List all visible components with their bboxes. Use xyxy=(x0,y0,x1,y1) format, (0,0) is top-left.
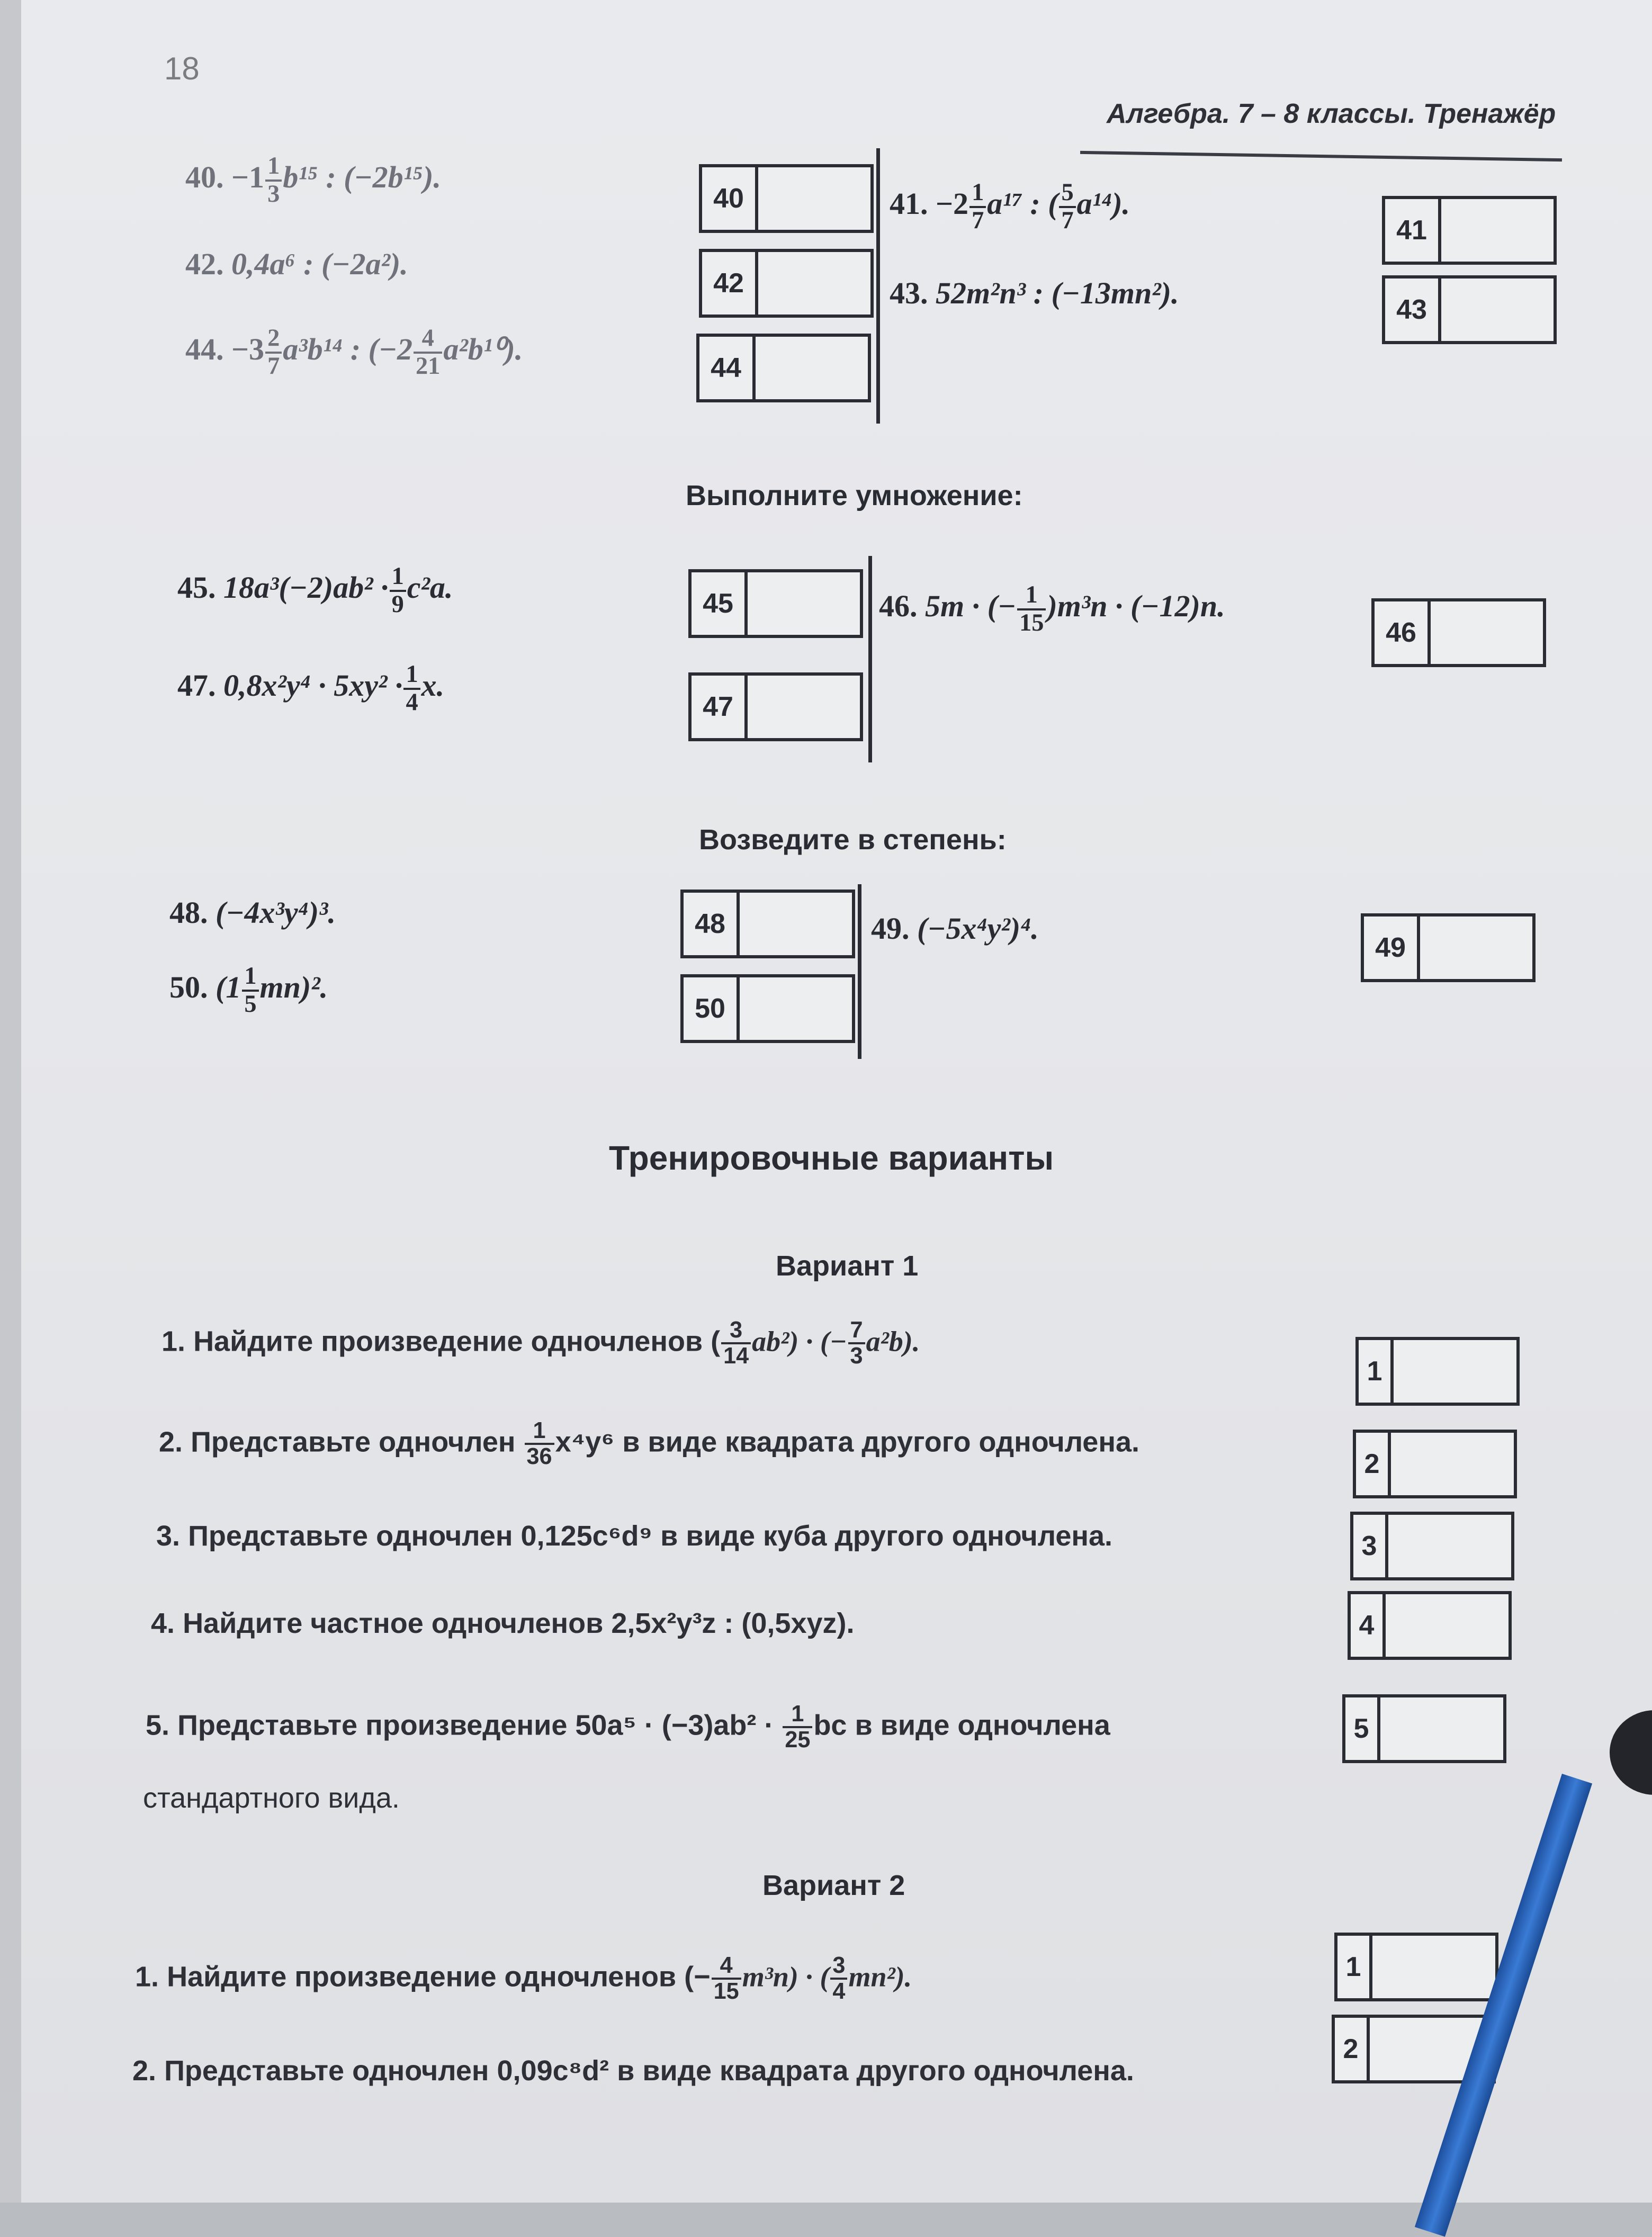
variant1-task-4: 4. Найдите частное одночленов 2,5x²y³z : (0,5xyz). xyxy=(151,1607,855,1639)
section-power-heading: Возведите в степень: xyxy=(699,824,1007,856)
section-multiply-heading: Выполните умножение: xyxy=(686,480,1023,511)
variant1-task-2: 2. Представьте одночлен $\frac{1}{36}$ x⁴y⁶ в виде квадрата другого одночлена. xyxy=(159,1418,1139,1470)
answer-box-44[interactable]: 44 xyxy=(696,334,871,402)
variant1-task-1: 1. Найдите произведение одночленов ( $\frac{3}{14}$ ab²) · (− $\frac{7}{3}$ a²b). xyxy=(161,1317,920,1369)
variant1-answer-box-5[interactable]: 5 xyxy=(1342,1694,1506,1763)
column-divider-3 xyxy=(858,884,861,1059)
answer-box-50[interactable]: 50 xyxy=(680,974,855,1043)
running-header: Алгебра. 7 – 8 классы. Тренажёр xyxy=(1107,98,1556,129)
column-divider xyxy=(876,148,880,424)
problem-43: 43. 52m²n³ : (−13mn²). xyxy=(890,276,1179,310)
answer-box-46[interactable]: 46 xyxy=(1371,598,1546,667)
variant2-answer-box-1[interactable]: 1 xyxy=(1334,1933,1498,2001)
variant1-task-5-line2: стандартного вида. xyxy=(143,1782,400,1814)
variant2-task-2: 2. Представьте одночлен 0,09c⁸d² в виде квадрата другого одночлена. xyxy=(132,2055,1134,2087)
variant1-task-5: 5. Представьте произведение 50a⁵ · (−3)ab² · $\frac{1}{25}$ bc в виде одночлена xyxy=(146,1701,1110,1753)
problem-45: 45. 18a³(−2)ab² · $\frac{1}{9}$ c²a. xyxy=(177,563,453,618)
variant2-answer-box-2[interactable]: 2 xyxy=(1332,2015,1496,2083)
answer-box-45[interactable]: 45 xyxy=(688,569,863,638)
variant1-task-3: 3. Представьте одночлен 0,125c⁶d⁹ в виде куба другого одночлена. xyxy=(156,1520,1113,1552)
adjacent-page-edge xyxy=(0,0,21,2203)
variant2-task-1: 1. Найдите произведение одночленов (− $\frac{4}{15}$ m³n) · ( $\frac{3}{4}$ mn²). xyxy=(135,1953,912,2005)
page-number: 18 xyxy=(164,51,200,86)
problem-42: 42. 0,4a⁶ : (−2a²). xyxy=(185,247,408,281)
problem-46: 46. 5m · (− $\frac{1}{15}$ )m³n · (−12)n. xyxy=(879,581,1225,636)
variant1-answer-box-2[interactable]: 2 xyxy=(1353,1430,1517,1498)
problem-47: 47. 0,8x²y⁴ · 5xy² · $\frac{1}{4}$ x. xyxy=(177,661,445,716)
column-divider-2 xyxy=(868,556,872,762)
answer-box-47[interactable]: 47 xyxy=(688,672,863,741)
problem-49: 49. (−5x⁴y²)⁴. xyxy=(871,911,1039,946)
problem-48: 48. (−4x³y⁴)³. xyxy=(169,895,336,930)
problem-50: 50. (1 $\frac{1}{5}$ mn)². xyxy=(169,963,328,1018)
variant2-title: Вариант 2 xyxy=(762,1870,905,1901)
answer-box-41[interactable]: 41 xyxy=(1382,196,1557,265)
answer-box-43[interactable]: 43 xyxy=(1382,275,1557,344)
answer-box-49[interactable]: 49 xyxy=(1361,913,1536,982)
problem-44: 44. −3 $\frac{2}{7}$ a³b¹⁴ : (−2 $\frac{4}{21}$ a²b¹⁰). xyxy=(185,325,523,380)
problem-40: 40. −1 $\frac{1}{3}$ b¹⁵ : (−2b¹⁵). xyxy=(185,152,441,208)
variant1-answer-box-3[interactable]: 3 xyxy=(1350,1512,1514,1580)
section-training-heading: Тренировочные варианты xyxy=(609,1139,1054,1177)
variant1-title: Вариант 1 xyxy=(776,1250,919,1282)
problem-41: 41. −2 $\frac{1}{7}$ a¹⁷ : ( $\frac{5}{7}$ a¹⁴). xyxy=(890,179,1130,234)
variant1-answer-box-4[interactable]: 4 xyxy=(1348,1591,1512,1660)
answer-box-40[interactable]: 40 xyxy=(699,164,874,233)
answer-box-42[interactable]: 42 xyxy=(699,249,874,318)
answer-box-48[interactable]: 48 xyxy=(680,890,855,958)
variant1-answer-box-1[interactable]: 1 xyxy=(1355,1337,1520,1406)
